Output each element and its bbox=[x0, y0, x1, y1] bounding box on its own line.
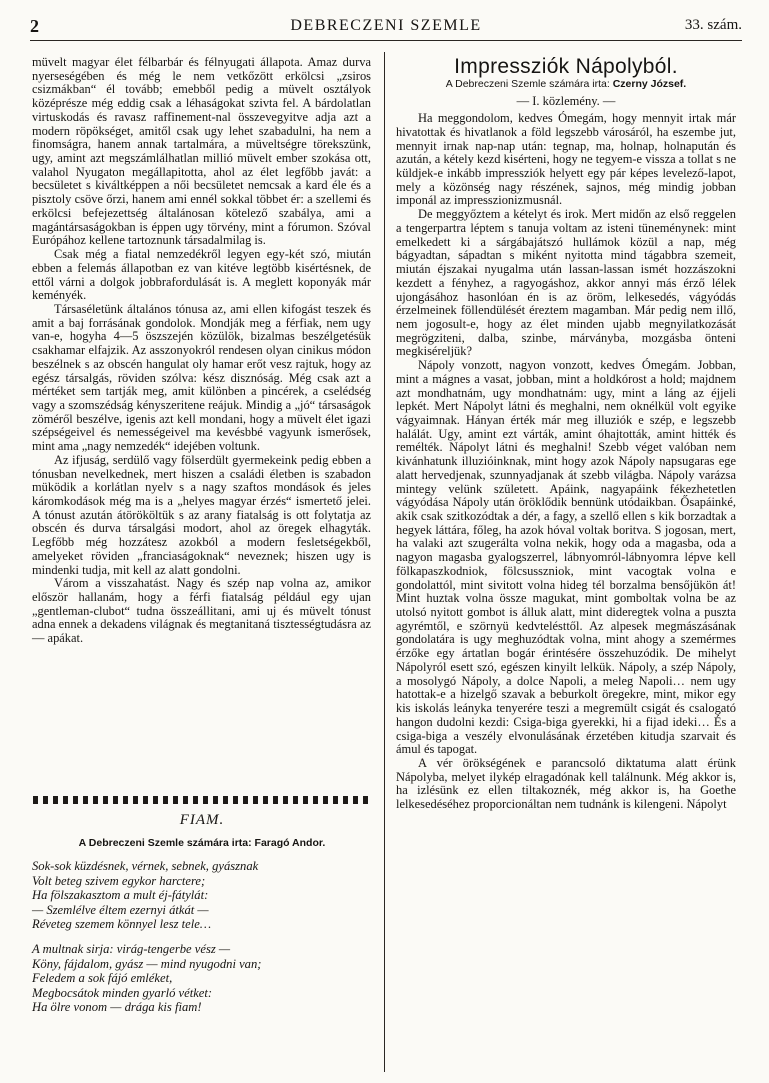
poem-byline: A Debreczeni Szemle számára irta: Faragó Andor. bbox=[78, 837, 326, 849]
article-paragraph-1: Ha meggondolom, kedves Ómegám, hogy mennyit irtak már hivatottak és hivatlanok a föld legszebb városáról, ha eszembe jut, mennyit irnak nap-nap után: tegnap, ma, holnap, holnapután és azután, a kétely kezd kisérteni, hogy ne tegyem-e vissza a tollat s ne küldjek-e inkább impressziók helyett egy pár képes levelező-lapot, mely a közönség nagy részének, sajnos, még mindig jobban imponál az impresszionizmusnál. bbox=[396, 111, 736, 208]
poem-title: FIAM. bbox=[179, 812, 225, 828]
poem-line: Volt beteg szivem egykor harctere; bbox=[32, 873, 206, 888]
article-installment: — I. közlemény. — bbox=[516, 94, 616, 109]
poem-line: Feledem a sok fájó emléket, bbox=[32, 971, 173, 986]
left-paragraph-2: Csak még a fiatal nemzedékről legyen egy-két szó, miután ebben a felemás állapotban ez van kitéve legtöbb kisértésnek, de ettől várni a dolgok jobbrafordulását is. A meglett koponyák már keményék. bbox=[32, 247, 371, 303]
left-paragraph-4: Az ifjuság, serdülő vagy fölserdült gyermekeink pedig ebben a tónusban nevelkednek, mert hiszen a családi életben is szabadon müködik a korlátlan nyelv s a nagy szaftos mondások és jeles káromkodások még ma is a „helyes magyar érzés“ ismertető jelei. A tónust azután átörököltük s az arany fiatalság is ott folytatja az obscén és durva társalgási modort, ahol az öregek elhagyták. Legfőbb még hozzátesz azokból a modern fesletségekből, amelyeket röviden „franciaságoknak“ neveznek; hiszen ugy is mindenki tudja, mit kell az alatt gondolni. bbox=[32, 452, 371, 577]
poem-line: Köny, fájdalom, gyász — mind nyugodni van; bbox=[32, 956, 262, 971]
article-paragraph-4: A vér örökségének e parancsoló diktatuma alatt érünk Nápolyba, melyet ilykép elragadónak kell találnunk. Még akkor is, ha izlésünk ez ellen tiltakoznék, még akkor is, ha Goethe lelkesedéséhez proporcionáltan nem tudnánk is kilengeni. Nápolyt bbox=[396, 755, 736, 812]
article-byline bbox=[396, 78, 736, 92]
article-author: Czerny József. bbox=[612, 77, 687, 90]
page-header bbox=[30, 14, 742, 38]
left-paragraph-5: Várom a visszahatást. Nagy és szép nap volna az, amikor először hallanám, hogy a férfi fiatalság például egy ujan „gentleman-clubot“ tudna összeállitani, ami uj és müvelt tónust adna ennek a dekadens világnak és megtanitaná tisztességtudásra az — apákat. bbox=[32, 576, 371, 646]
poem-line: Ha fölszakasztom a mult éj-fátylát: bbox=[32, 888, 209, 903]
issue-number: 33. szám. bbox=[684, 17, 742, 33]
header-rule bbox=[30, 40, 742, 41]
poem-line: — Szemlélve éltem ezernyi átkát — bbox=[32, 902, 209, 917]
journal-title: DEBRECZENI SZEMLE bbox=[290, 17, 482, 34]
article-paragraph-2: De meggyőztem a kételyt és irok. Mert midőn az első reggelen a tengerpartra léptem s tanuja voltam az isteni tüneménynek: mint emelkedett ki a sárgábajátszó hullámok közül a nap, még bágyadtan, sápadtan s miként nyitotta mind tágabbra szemeit, miután éjszakai nyugalma után lassan-lassan ismét hozzászokni kezdett a fényhez, a ragyogáshoz, akkor annyi más érző lélek ujongásához hasonlóan én is az öröm, lelkesedés, vágyódás érzelmeinek föllendülését éreztem magamban. Már pedig nem illő, nem jogosult-e, hogy az élet minden ujabb megnyilatkozását megrögziteni, dalba, szinbe, márványba, mozgásba önteni megkiséreljük? bbox=[396, 207, 736, 359]
dotted-separator bbox=[33, 796, 372, 804]
article-paragraph-3: Nápoly vonzott, nagyon vonzott, kedves Ómegám. Jobban, mint a mágnes a vasat, jobban, mint a holdkórost a hold; majdnem azt mondhatnám, ugy mondhatnám: ugy, mint a láng az éjjeli lepkét. Mert Nápolyt látni és meghalni, nem oknélkül volt egyike vágyaimnak. Hányan érték már meg illuziók e szép, e legszebb halálát. Ugy, amint ezt várták, amint óhajtották, amint hitték és remélték. Nápolyt látni és meghalni! Szebb véget valóban nem kivánhatunk illuzióinknak, mint hogy azok Nápoly napsugaras ege alatt hervedjenak, szunnyadjanak át szebb világba. Nápoly varázsa mintegy velünk született. Apáink, nagyapáink fékezhetetlen vágyódása Nápoly után öröklődik bennünk utódaikban. Ősapáinké, akik csak szitkozódtak a dér, a fagy, a szellő ellen s kik borzadtak a hegyek láttára, főleg, ha azok hóval voltak boritva. S jogosan, mert, ha valaki azt szugerálta volna nekik, hogy oda a magasba, oda a nagyon magasba gyalogszerrel, lábnyomról-lábnyomra lépve kell fölkapaszkodniok, fölcsusszniok, mint vacogtak volna e gondolattól, mint sivitott volna hideg tél borzalma bensőjükön át! Mint huztak volna össze magukat, mint gomboltak volna be az utolsó nyitott gombot is álluk alatt, mint dideregtek volna a puszta agyrémtől, e szörnyü kedvtelésttől. Az alpesek megmászásának gondolatára is ugy meghuzódtak volna, mint ahogy a szemérmes érzőke egy ártatlan bogár érintésére összehuzódik. De mihelyt Nápolyról esett szó, egészen kinyilt lelkük. Nápoly, a szép Nápoly, a mosolygó Nápoly, a dolce Napoli, a meleg Napoli… nem ugy hatottak-e a hizelgő szavak a beburkolt öregekre, mint, mikor egy kis iskolás leányka tenyerére teszi a megremült csigát és csalogató hangon dudolni kezdi: Csiga-biga gyerekki, hi a fijad ideki… És a csiga-biga a veszély elvonulásának érzetében kitudja szarvait és ámul és tapogat. bbox=[396, 358, 736, 757]
poem-line: Réveteg szemem könnyel lesz tele… bbox=[32, 917, 212, 932]
left-column bbox=[32, 56, 371, 646]
right-column bbox=[396, 52, 736, 812]
page-number: 2 bbox=[30, 16, 39, 36]
article-byline-prefix: A Debreczeni Szemle számára irta: bbox=[445, 77, 610, 90]
poem-stanza-2 bbox=[32, 942, 372, 1015]
left-paragraph-1: müvelt magyar élet félbarbár és félnyugati állapota. Amaz durva nyerseségében és még le nem vetkőzött erkölcsi „zsiros csizmákban“ él tovább; emebből pedig a müvelt osztályok középrésze még eddig csak a léhaságokat szivta fel. A bárdolatlan virtuskodás és ravasz raffinement-nal összevegyitve adja azt a modern röpökséget, amitől csak ugy lehet szabadulni, ha nem a finomságra, hanem annak tartalmára, a müveltségre törekszünk, ugy, amint azt megszámlálhatlan millió müvelt ember szokása ott, valahol Nyugaton megállapitotta, ahol az élet legfőbb javát: a becsületet s kiváltképpen a női becsületet nemcsak a kard éle és a pisztoly csöve őrzi, hanem ami ennél sokkal többet ér: a szellemi és erkölcsi befejezettség általánosan kötelező szabálya, ami a magántársaságokban is éppen ugy törvény, mint a fórumon. Szóval Európához kellene tartoznunk társadalmilag is. bbox=[32, 55, 371, 248]
poem bbox=[32, 812, 372, 1025]
poem-line: Ha ölre vonom — drága kis fiam! bbox=[32, 1000, 202, 1015]
left-paragraph-3: Társaséletünk általános tónusa az, ami ellen kifogást teszek és amit a baj forrásának gondolok. Mondják meg a férfiak, nem ugy van-e, hogyha 4—5 öszszején közülök, bizalmas beszélgetésük csakhamar elfajzik. Az asszonyokról rendesen olyan cinikus módon beszélnek s az obscén hangulat oly hamar erőt vesz rajtuk, hogy az egész társalgás, röviden szólva: kész disznóság. Még csak azt a mértéket sem tartják meg, amit különben a pincérek, a cselédség vagy a szomszédság kényszeritene reájuk. Mindig a „jó“ társaságok zöméről beszélve, igenis azt kell mondani, hogy a müvelt élet igazi szépségeivel és nemességeivel ma kevésbbé vagyunk ismerősek, mint ama „nagy nemzedék“ idejében voltunk. bbox=[32, 301, 371, 454]
poem-stanza-1 bbox=[32, 859, 372, 932]
poem-line: A multnak sirja: virág-tengerbe vész — bbox=[32, 941, 231, 956]
column-divider bbox=[384, 52, 385, 1072]
poem-line: Sok-sok küzdésnek, vérnek, sebnek, gyásznak bbox=[32, 859, 259, 873]
article-title: Impressziók Nápolyból. bbox=[454, 55, 678, 78]
poem-line: Megbocsátok minden gyarló vétket: bbox=[32, 985, 213, 1000]
